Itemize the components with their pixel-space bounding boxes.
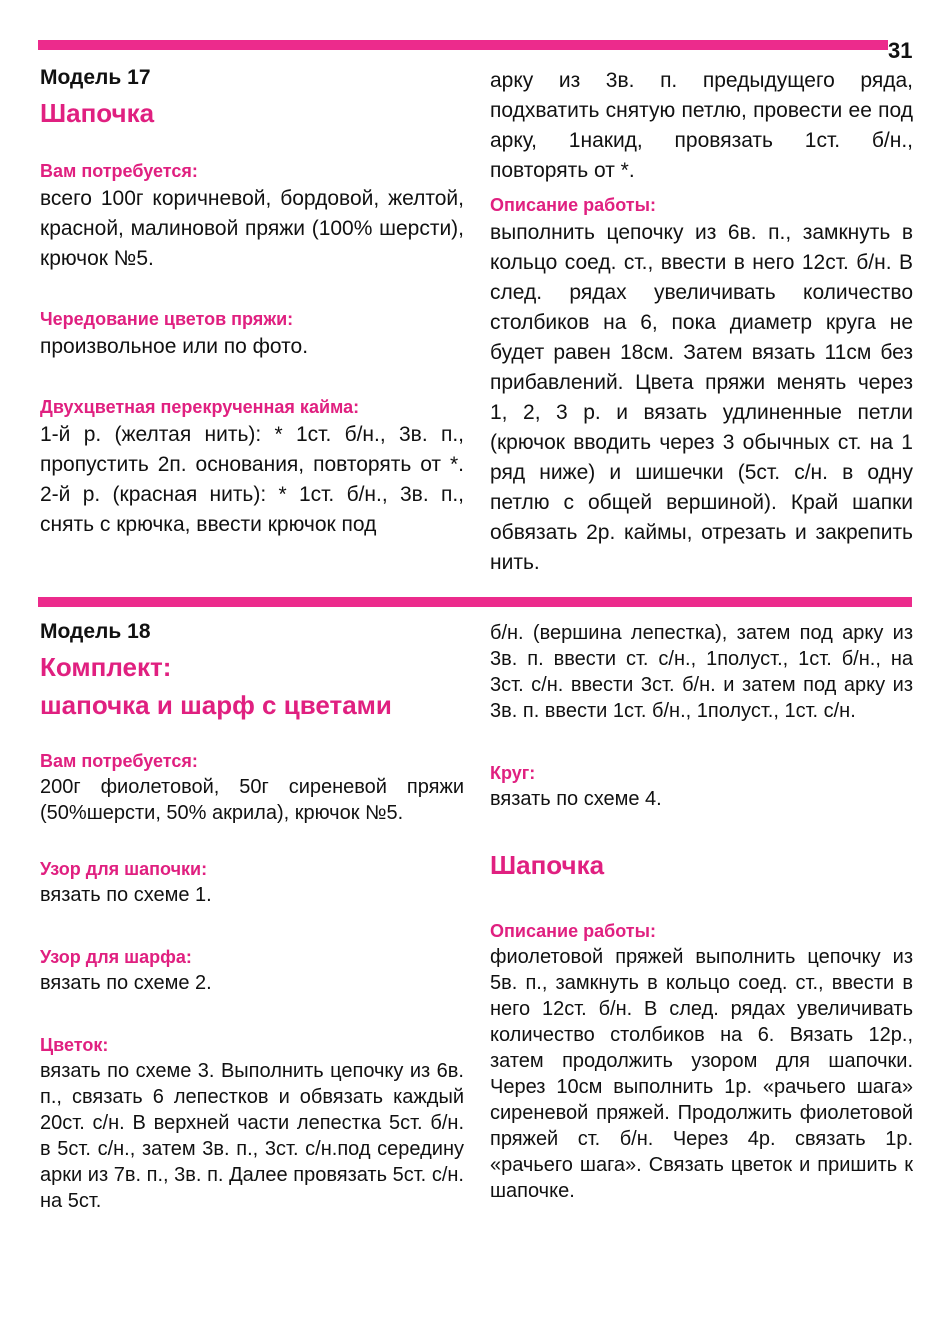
model17-work-heading: Описание работы: — [490, 195, 656, 215]
model17-left-column — [40, 64, 464, 540]
model18-circle-text: вязать по схеме 4. — [490, 788, 662, 810]
top-divider — [38, 40, 888, 50]
model18-scarf-pattern-heading: Узор для шарфа: — [40, 947, 192, 967]
model18-hat-title: Шапочка — [490, 850, 605, 880]
model17-label: Модель 17 — [40, 66, 151, 89]
model17-edge-heading: Двухцветная перекрученная кайма: — [40, 397, 360, 417]
model17-materials: всего 100г коричневой, бордовой, желтой, красной, малиновой пряжи (100% шерсти), крючок №5. — [40, 187, 464, 270]
model18-scarf-pattern: вязать по схеме 2. — [40, 972, 212, 994]
model18-flower-continued: б/н. (вершина лепестка), затем под арку из 3в. п. ввести ст. с/н., 1полуст., 1ст. б/н., на 3ст. с/н. ввести 3ст. б/н. и затем под арку из 3в. п. ввести 1ст. б/н., 1полуст., 1ст. с/н. — [490, 622, 913, 722]
model17-title: Шапочка — [40, 98, 155, 128]
model17-edge-text: 1-й р. (желтая нить): * 1ст. б/н., 3в. п., пропустить 2п. основания, повторять от *. 2-й р. (красная нить): * 1ст. б/н., 3в. п., снять с крючка, ввести крючок под — [40, 423, 464, 536]
model17-colors-heading: Чередование цветов пряжи: — [40, 309, 294, 329]
model18-hat-pattern-heading: Узор для шапочки: — [40, 859, 208, 879]
model18-flower-text: вязать по схеме 3. Выполнить цепочку из 6в. п., связать 6 лепестков и обвязать каждый 20ст. с/н. В верхней части лепестка 5ст. б/н. в 5ст. с/н., затем 3в. п., 3ст. с/н.под середину арки из 7в. п., 3в. п. Далее провязать 5ст. с/н. на 5ст. — [40, 1060, 464, 1212]
model18-hat-pattern: вязать по схеме 1. — [40, 884, 212, 906]
model18-work-heading: Описание работы: — [490, 921, 656, 941]
model18-work-text: фиолетовой пряжей выполнить цепочку из 5в. п., замкнуть в кольцо соед. ст., ввести в него 12ст. б/н. В след. рядах увеличивать количество столбиков на 6. Вязать 12р., затем продолжить узором для шапочки. Через 10см выполнить 1р. «рачьего шага» сиреневой пряжей. Продолжить фиолетовой пряжей ст. б/н. Через 4р. связать 1р. «рачьего шага». Связать цветок и пришить к шапочке. — [490, 946, 913, 1202]
model18-title-line2: шапочка и шарф с цветами — [40, 690, 392, 720]
model18-materials-heading: Вам потребуется: — [40, 751, 198, 771]
model17-materials-heading: Вам потребуется: — [40, 161, 198, 181]
model18-label: Модель 18 — [40, 620, 151, 643]
model17-edge-continued: арку из 3в. п. предыдущего ряда, подхватить снятую петлю, провести ее под арку, 1накид, провязать 1ст. б/н., повторять от *. — [490, 69, 913, 182]
model17-work-text: выполнить цепочку из 6в. п., замкнуть в кольцо соед. ст., ввести в него 12ст. б/н. В след. рядах увеличивать количество столбиков на 6, пока диаметр круга не будет равен 18см. Затем вязать 11см без прибавлений. Цвета пряжи менять через 1, 2, 3 р. и вязать удлиненные петли (крючок вводить через 3 обычных ст. на 1 ряд ниже) и шишечки (5ст. с/н. в одну петлю с общей вершиной). Край шапки обвязать 2р. каймы, отрезать и закрепить нить. — [490, 221, 913, 574]
model18-materials: 200г фиолетовой, 50г сиреневой пряжи (50%шерсти, 50% акрила), крючок №5. — [40, 776, 464, 824]
model18-right-column — [490, 620, 913, 1204]
middle-divider — [38, 597, 912, 607]
model17-colors-text: произвольное или по фото. — [40, 335, 309, 358]
model18-flower-heading: Цветок: — [40, 1035, 109, 1055]
page-number: 31 — [888, 38, 913, 63]
model18-left-column — [40, 618, 464, 1214]
model18-title-line1: Комплект: — [40, 652, 172, 682]
model17-right-column — [490, 66, 913, 578]
model18-circle-heading: Круг: — [490, 763, 536, 783]
